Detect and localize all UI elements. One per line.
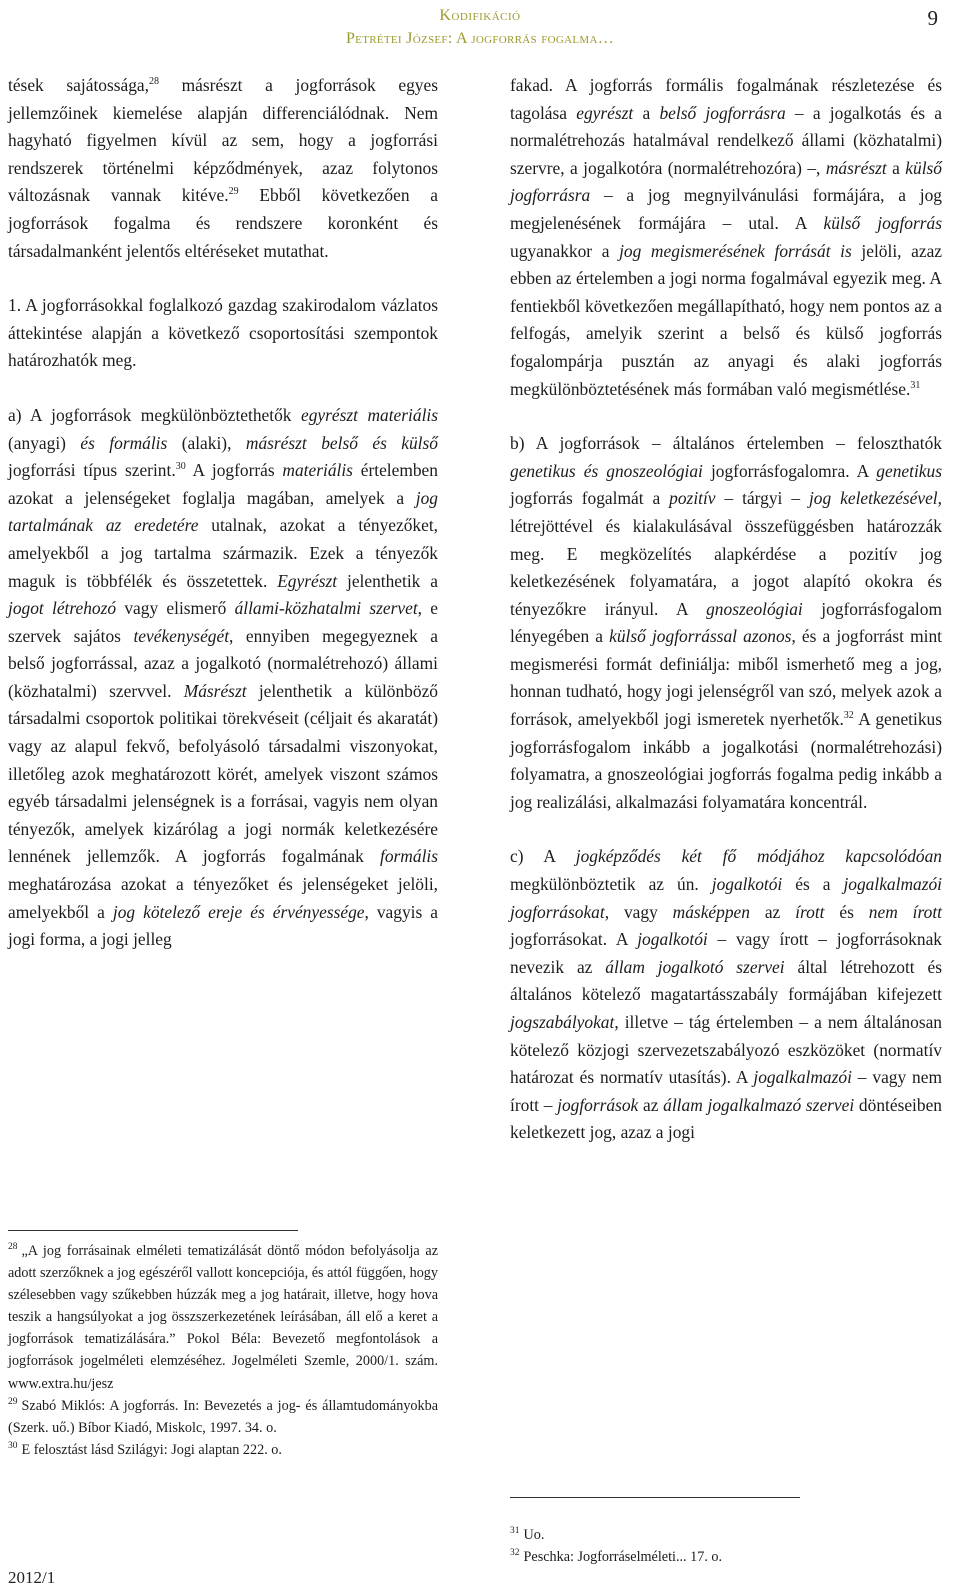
text-run: megkülönböztetik az ún. xyxy=(510,874,712,895)
italic-run: genetikus és gnoszeológiai xyxy=(510,460,703,481)
italic-run: állam jogalkotó szervei xyxy=(605,956,785,977)
text-run: az xyxy=(638,1094,664,1115)
paragraph-formal-concept xyxy=(510,72,942,403)
text-run: A jogforrás xyxy=(185,460,283,481)
text-run: jogforrásokat. A xyxy=(510,929,638,950)
italic-run: pozitív xyxy=(669,488,716,509)
italic-run: jogot létrehozó xyxy=(8,598,117,619)
italic-run: jog tartalmának az eredetére xyxy=(8,487,438,536)
footnote-number: 29 xyxy=(8,1396,18,1407)
footnote-31 xyxy=(510,1524,940,1546)
text-run: c) A xyxy=(510,846,576,867)
footnote-29 xyxy=(8,1395,438,1439)
italic-run: másrészt belső és külső xyxy=(245,432,438,453)
italic-run: jogforrások xyxy=(557,1094,639,1115)
text-run: – vagy nem írott – xyxy=(510,1067,942,1115)
text-run: a xyxy=(633,102,660,123)
footnote-number: 31 xyxy=(510,1526,520,1537)
text-run: , vagy xyxy=(604,901,673,922)
text-run: b) A jogforrások – általános értelemben – feloszthatók xyxy=(510,433,942,454)
text-run: A genetikus jogforrásfogalom inkább a jogalkotási (normalétrehozási) folyamatra, a gnoszeológiai jogforrás fogalma pedig inkább a jog realizálási, alkalmazási folyamatára koncentrál. xyxy=(510,709,942,812)
italic-run: belső jogforrásra xyxy=(659,102,786,123)
footnote-ref-28[interactable]: 28 xyxy=(148,76,159,88)
italic-run: tevékenységét xyxy=(133,625,230,646)
text-run: ugyanakkor a xyxy=(510,240,620,261)
paragraph-point-b xyxy=(510,430,942,816)
running-title: Petrétei József: A jogforrás fogalma… xyxy=(345,30,615,47)
text-run: , illetve – tág értelemben – a nem általánosan kötelező közjogi szervezetszabályozó eszközöket (normatív határozat és normatív utasítás). A xyxy=(510,1012,942,1088)
text-run: jogforrási típus szerint. xyxy=(8,460,176,481)
italic-run: állami-közhatalmi szervet xyxy=(234,598,418,619)
footnote-ref-32[interactable]: 32 xyxy=(843,710,854,722)
text-run: Ebből következően a jogforrások fogalma és rendszere koronként és társadalmanként jelentős eltéréseket mutathat. xyxy=(8,185,439,261)
text-run: döntéseiben keletkezett jog, azaz a jogi xyxy=(510,1094,942,1143)
italic-run: gnoszeológiai xyxy=(706,598,803,619)
text-run: az xyxy=(749,901,796,922)
text-run: , ennyiben megegyeznek a belső jogforrással, azaz a jogalkotó (normalétrehozó) állami (közhatalmi) szervvel. xyxy=(8,625,438,701)
italic-run: jogalkotói xyxy=(711,874,783,895)
italic-run: egyrészt xyxy=(576,102,634,123)
italic-run: állam jogalkalmazó szervei xyxy=(663,1094,855,1115)
text-run: fakad. A jogforrás formális fogalmának részletezése és tagolása xyxy=(510,75,942,123)
page-header xyxy=(0,0,960,60)
text-run: – tárgyi – xyxy=(715,488,809,509)
left-column xyxy=(8,72,438,954)
journal-name: Kodifikáció xyxy=(439,7,521,24)
italic-run: külső jogforrásra xyxy=(510,157,942,206)
italic-run: egyrészt materiális xyxy=(300,404,438,425)
footnote-ref-31[interactable]: 31 xyxy=(910,379,921,391)
italic-run: Másrészt xyxy=(183,680,247,701)
right-column xyxy=(510,72,942,1147)
page-number: 9 xyxy=(927,6,938,30)
italic-run: jogalkalmazói jogforrásokat xyxy=(510,874,942,922)
footnote-text: Uo. xyxy=(523,1527,545,1543)
italic-run: külső jogforrás xyxy=(823,212,942,233)
footnote-number: 32 xyxy=(510,1548,520,1559)
text-run: jogforrás fogalmát a xyxy=(510,488,670,509)
text-run: – a jogalkotás és a normalétrehozás hatalmával rendelkező állami (közhatalmi) szervre, a jogalkotóra (normalétrehozóra) –, xyxy=(510,102,942,178)
text-run: – vagy írott – jogforrásoknak nevezik az xyxy=(510,929,942,977)
paragraph-point-c xyxy=(510,843,942,1147)
footnotes-right xyxy=(510,1524,940,1568)
section-number: 1. xyxy=(8,295,22,316)
text-run: által létrehozott és általános kötelező magatartásszabály formájában kifejezett xyxy=(510,956,942,1005)
paragraph-section-1 xyxy=(8,292,438,375)
text-run: és a xyxy=(782,874,844,895)
text-run: (alaki), xyxy=(167,432,246,453)
footnote-separator xyxy=(510,1497,800,1498)
footnotes-left xyxy=(8,1240,438,1461)
footnote-text: E felosztást lásd Szilágyi: Jogi alaptan 222. o. xyxy=(21,1441,282,1458)
italic-run: jogalkalmazói xyxy=(753,1067,852,1088)
footnote-text: „A jog forrásainak elméleti tematizálását döntő módon befolyásolja az adott szerzőknek a jog egészéről vallott koncepciója, és attól függően, hogy szélesebben vagy szűkebben húzzák meg a jog határait, illetve, hogy hova teszik a hangsúlyokat a jog összszerkezetének leírásában, áll elő a keret a jogforrások tematizálására.” Pokol Béla: Bevezető megfontolások a jogforrások jogelméleti elemzéséhez. Jogelméleti Szemle, 2000/1. szám. www.extra.hu/jesz xyxy=(8,1243,438,1392)
italic-run: másképpen xyxy=(672,901,750,922)
text-run: jogforrásfogalomra. A xyxy=(702,460,877,481)
italic-run: és formális xyxy=(80,432,168,453)
text-run: a xyxy=(886,157,906,178)
italic-run: nem írott xyxy=(868,901,942,922)
italic-run: jog kötelező ereje és érvényessége xyxy=(112,901,365,922)
paragraph-point-a xyxy=(8,402,438,954)
footnote-28 xyxy=(8,1240,438,1395)
text-run: jelöli, azaz ebben az értelemben a jogi norma fogalmával egyezik meg. A fentiekből következően megállapítható, hogy nem pontos az a felfogás, amelyik szerint a belső és külső jogforrás fogalompárja pusztán az anyagi és alaki jogforrás megkülönböztetésének más formában való megismétlése. xyxy=(510,240,943,399)
italic-run: genetikus xyxy=(876,460,942,481)
text-run: értelemben azokat a jelenségeket foglalja magában, amelyek a xyxy=(8,460,438,508)
footnote-30 xyxy=(8,1439,438,1461)
footnote-ref-30[interactable]: 30 xyxy=(175,461,186,473)
text-run: A jogforrásokkal foglalkozó gazdag szakirodalom vázlatos áttekintése alapján a következő csoportosítási szempontok határozhatók meg. xyxy=(8,295,438,371)
text-run: , létrejöttével és kialakulásával összefüggésben határozzák meg. E megközelítés alapkérdése a pozitív jog keletkezésének folyamatára, a jogot alapító okokra és tényezőkre irányul. A xyxy=(510,488,942,619)
italic-run: jogszabályokat xyxy=(510,1012,615,1032)
italic-run: írott xyxy=(795,901,825,922)
footnote-ref-29[interactable]: 29 xyxy=(228,186,239,198)
text-run: jelenthetik a különböző társadalmi csoportok politikai törekvéseit (céljait és akaratát) vagy az alapul fekvő, befolyásoló társadalmi viszonyokat, illetőleg azok meghatározott körét, amelyek viszont számos egyéb társadalmi jelenségnek is a forrásai, vagyis nem olyan tényezők, amelyek kizárólag a jogi normák keletkezésére lennének jellemzők. A jogforrás fogalmának xyxy=(8,680,438,867)
footnote-number: 28 xyxy=(8,1242,18,1253)
text-run: jelenthetik a xyxy=(337,570,438,591)
text-run: (anyagi) xyxy=(8,432,81,453)
italic-run: materiális xyxy=(282,460,353,481)
issue-number: 2012/1 xyxy=(8,1568,56,1587)
text-run: , e szervek sajátos xyxy=(8,598,438,646)
italic-run: másrészt xyxy=(825,157,887,178)
text-run: utalnak, azokat a tényezőket, amelyekből a jog tartalma származik. Ezek a tényezők maguk is többfélék és összetettek. xyxy=(8,515,438,591)
italic-run: jogalkotói xyxy=(637,929,708,950)
text-run: , vagyis a jogi forma, a jogi jelleg xyxy=(8,901,438,950)
italic-run: külső jogforrással azonos xyxy=(609,626,792,647)
text-run: és xyxy=(824,901,869,922)
text-run: tések sajátossága, xyxy=(8,75,149,95)
footnote-32 xyxy=(510,1546,940,1568)
paragraph-intro-continued xyxy=(8,72,438,265)
text-run: a) A jogforrások megkülönböztethetők xyxy=(8,404,301,425)
text-run: meghatározása azokat a tényezőket és jelenségeket jelöli, amelyekből a xyxy=(8,874,438,922)
footnote-text: Peschka: Jogforráselméleti... 17. o. xyxy=(523,1549,723,1566)
text-run: másrészt a jogforrások egyes jellemzőinek kiemelése alapján differenciálódnak. Nem hagyható figyelmen kívül az sem, hogy a jogforrási rendszerek történelmi képződmények, azaz folytonos változásnak vannak kitéve. xyxy=(8,75,438,206)
italic-run: Egyrészt xyxy=(277,570,338,591)
footnote-text: Szabó Miklós: A jogforrás. In: Bevezetés a jog- és államtudományokba (Szerk. uő.) Bíbor Kiadó, Miskolc, 1997. 34. o. xyxy=(8,1397,438,1436)
italic-run: formális xyxy=(380,846,438,867)
text-run: jogforrásfogalom lényegében a xyxy=(510,598,942,647)
italic-run: jogképződés két fő módjához kapcsolódóan xyxy=(575,846,942,867)
footnote-number: 30 xyxy=(8,1441,18,1452)
italic-run: jog keletkezésével xyxy=(808,488,938,509)
text-run: , és a jogforrást mint megismerési formát definiálja: miből ismerhető meg a jog, honnan tudható, hogy jogi jelenségről van szó, melyek azok a források, amelyekből jogi ismeretek nyerhetők. xyxy=(510,626,942,730)
text-run: – a jog megnyilvánulási formájára, a jog megjelenésének formájára – utal. A xyxy=(510,185,942,233)
footnote-separator xyxy=(8,1230,298,1231)
text-run: vagy elismerő xyxy=(116,598,235,619)
italic-run: jog megismerésének forrását is xyxy=(619,240,852,261)
